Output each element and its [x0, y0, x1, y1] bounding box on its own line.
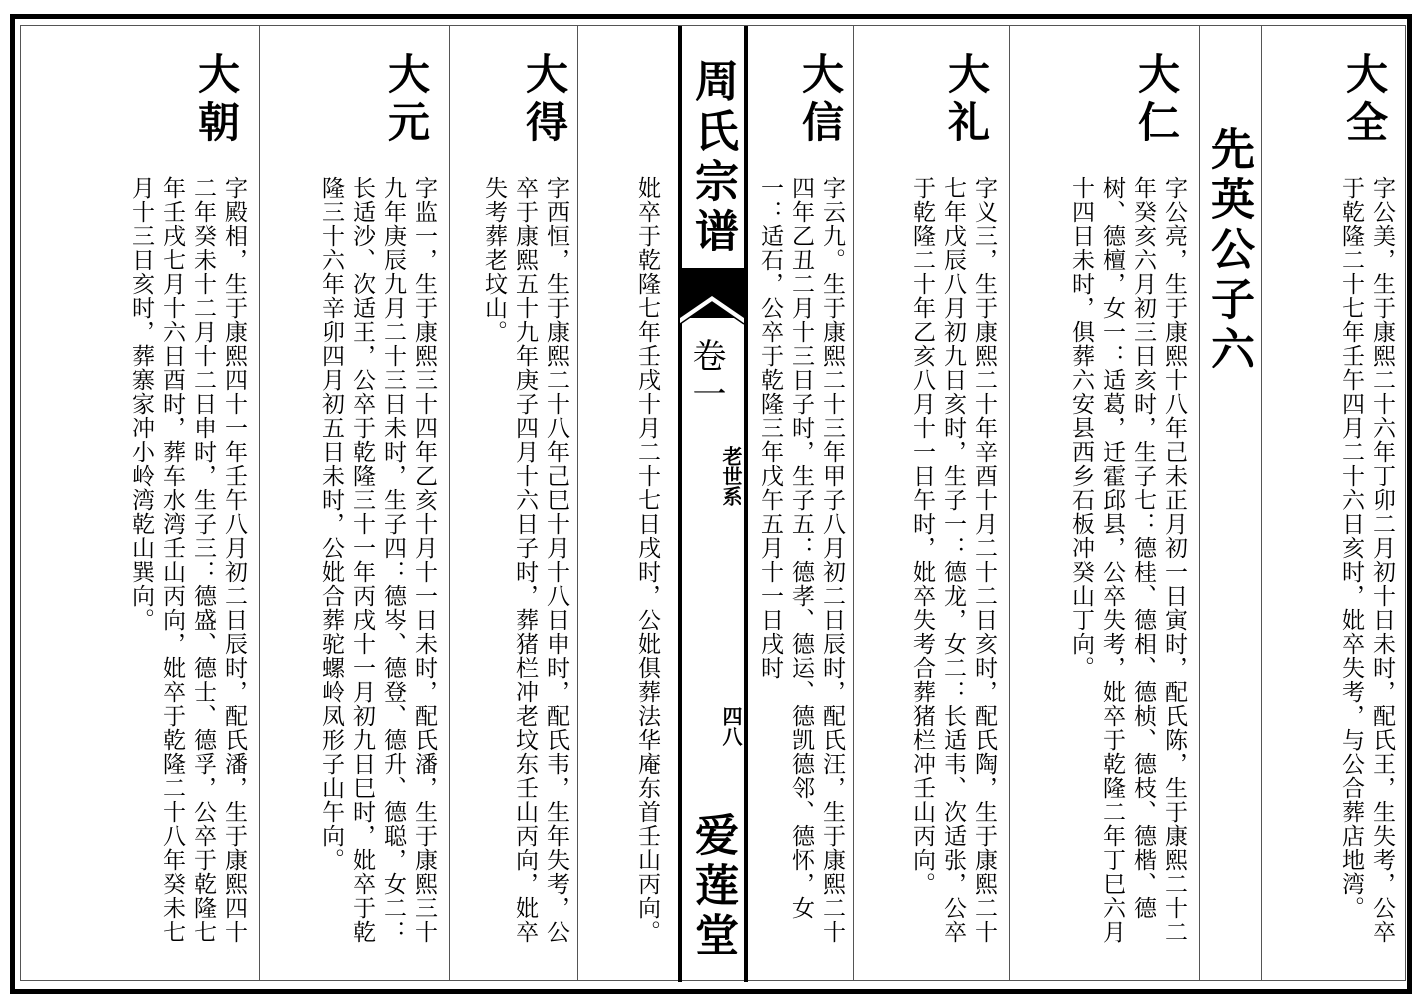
entry-continuation	[578, 26, 676, 980]
entry-da-xin	[751, 26, 853, 980]
fishtail-mark	[680, 268, 744, 318]
entry-name: 大得	[520, 52, 569, 148]
entry-name: 大元	[382, 52, 431, 148]
section-heading: 先英公子六	[1203, 126, 1254, 376]
entry-text: 字义三，生于康熙二十年辛酉十月二十二日亥时，配氏陶，生于康熙二十七年戊辰八月初九日亥时，生子一：德龙，女二：长适韦、次适张，公卒于乾隆二十年乙亥八月十一日午时，妣卒失考合葬猪栏冲壬山丙向。	[909, 176, 997, 944]
entry-da-de	[450, 26, 577, 980]
entry-da-li	[854, 26, 1009, 980]
section-label: 老世系	[719, 446, 743, 506]
entry-text: 字公美，生于康熙二十六年丁卯二月初十日未时，配氏王，生失考，公卒于乾隆二十七年壬午四月二十六日亥时，妣卒失考，与公合葬店地湾。	[1338, 176, 1395, 944]
entry-text: 字公亮，生于康熙十八年己未正月初一日寅时，配氏陈，生于康熙二十二年癸亥六月初三日亥时，生子七：德桂、德相、德桢、德枝、德楷、德树、德檀，女一：适葛，迁霍邱县，公卒失考，妣卒于乾隆二年丁巳六月十四日未时，俱葬六安县西乡石板冲癸山丁向。	[1068, 176, 1187, 944]
entry-text: 字西恒，生于康熙二十八年己巳十月十八日申时，配氏韦，生年失考，公卒于康熙五十九年庚子四月十六日子时，葬猪栏冲老坟东壬山丙向，妣卒失考葬老坟山。	[481, 176, 569, 944]
entry-text: 妣卒于乾隆七年壬戌十月二十七日戌时，公妣俱葬法华庵东首壬山丙向。	[634, 176, 660, 944]
entry-text: 字殿相，生于康熙四十一年壬午八月初二日辰时，配氏潘，生于康熙四十二年癸未十二月十二日申时，生子三：德盛、德士、德孚，公卒于乾隆七年壬戌七月十六日酉时，葬车水湾壬山丙向，妣卒于乾隆二十八年癸未七月十三日亥时，葬寨家冲小岭湾乾山巽向。	[128, 176, 247, 944]
spine-rule-right	[744, 26, 748, 982]
genealogy-title: 周氏宗谱	[687, 58, 738, 258]
fishtail-icon	[680, 268, 744, 340]
page-spine	[676, 26, 748, 982]
volume-label: 卷一	[686, 338, 726, 414]
entry-da-yuan	[260, 26, 449, 980]
entry-da-chao	[21, 26, 259, 980]
column-divider	[1199, 26, 1200, 980]
spine-rule-left	[678, 26, 682, 982]
page-number: 四八	[719, 706, 743, 746]
entry-name: 大全	[1340, 52, 1389, 148]
entry-name: 大信	[796, 52, 845, 148]
entry-da-quan	[1262, 26, 1407, 980]
entry-name: 大仁	[1132, 52, 1181, 148]
entry-text: 字监一，生于康熙三十四年乙亥十月十一日未时，配氏潘，生于康熙三十九年庚辰九月二十三日未时，生子四：德岑、德登、德升、德聪，女二：长适沙、次适王，公卒于乾隆三十一年丙戌十一月初九日巳时，妣卒于乾隆三十六年辛卯四月初五日未时，公妣合葬驼螺岭凤形子山午向。	[318, 176, 437, 944]
entry-name: 大礼	[942, 52, 991, 148]
entry-text: 字云九。生于康熙二十三年甲子八月初二日辰时，配氏汪，生于康熙二十四年乙丑二月十三日子时，生子五：德孝、德运、德凯德邻、德怀，女一：适石，公卒于乾隆三年戊午五月十一日戌时	[757, 176, 845, 944]
hall-name: 爱莲堂	[687, 812, 738, 962]
entry-name: 大朝	[192, 52, 241, 148]
entry-da-ren	[1010, 26, 1199, 980]
genealogy-page	[20, 25, 1406, 981]
